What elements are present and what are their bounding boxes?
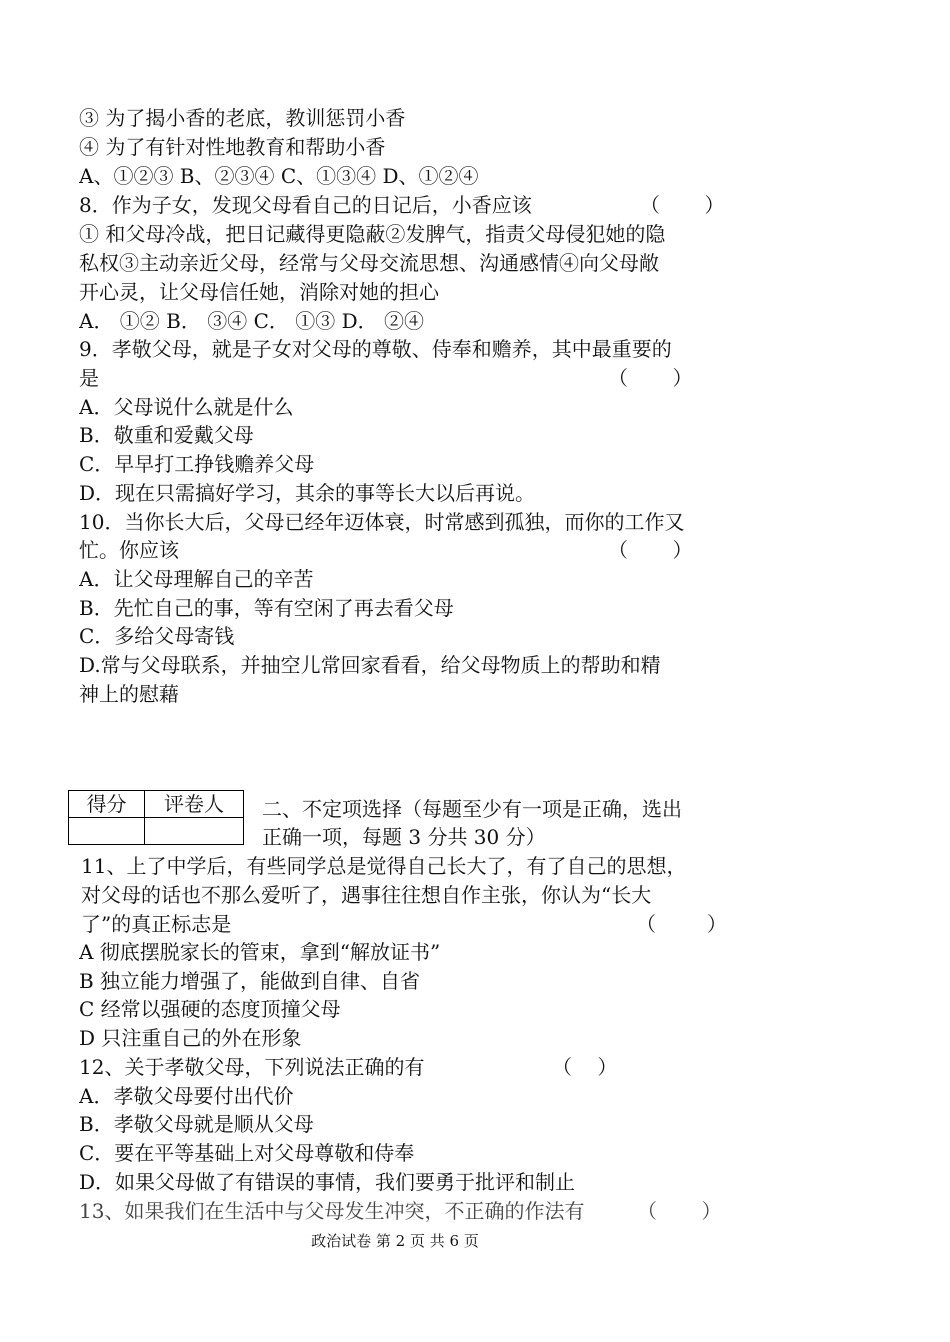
section-2-title: 二、不定项选择（每题至少有一项是正确，选出 <box>262 797 682 821</box>
score-header: 得分 <box>69 791 145 818</box>
question-9-cont: 是 <box>79 366 99 390</box>
question-11-cont: 对父母的话也不那么爱听了，遇事往往想自作主张，你认为“长大 <box>81 883 652 907</box>
question-8: 8．作为子女，发现父母看自己的日记后，小香应该 <box>79 193 532 217</box>
option-line: ③ 为了揭小香的老底，教训惩罚小香 <box>79 106 406 130</box>
question-9: 9．孝敬父母，就是子女对父母的尊敬、侍奉和赡养，其中最重要的 <box>79 337 672 361</box>
option-d: D.常与父母联系，并抽空儿常回家看看，给父母物质上的帮助和精 <box>79 653 661 677</box>
option-d: D 只注重自己的外在形象 <box>79 1026 302 1050</box>
answer-paren-q10: （ ） <box>608 538 693 562</box>
question-10: 10．当你长大后，父母已经年迈体衰，时常感到孤独，而你的工作又 <box>79 510 685 534</box>
page-footer: 政治试卷 第 2 页 共 6 页 <box>311 1232 479 1250</box>
option-d: D．如果父母做了有错误的事情，我们要勇于批评和制止 <box>79 1170 576 1194</box>
option-c: C．多给父母寄钱 <box>79 624 235 648</box>
option-b: B．孝敬父母就是顺从父母 <box>79 1112 314 1136</box>
grader-header: 评卷人 <box>145 791 244 818</box>
score-cell[interactable] <box>69 818 145 845</box>
option-d-cont: 神上的慰藉 <box>79 682 179 706</box>
option-line: 开心灵，让父母信任她，消除对她的担心 <box>79 280 439 304</box>
question-10-cont: 忙。你应该 <box>79 538 179 562</box>
answer-paren-q13: （ ） <box>637 1199 722 1223</box>
choice-line: A、①②③ B、②③④ C、①③④ D、①②④ <box>79 164 479 188</box>
option-c: C．早早打工挣钱赡养父母 <box>79 452 315 476</box>
option-a: A．让父母理解自己的辛苦 <box>79 567 314 591</box>
score-table <box>68 790 244 845</box>
option-d: D．现在只需搞好学习，其余的事等长大以后再说。 <box>79 481 536 505</box>
answer-paren-q9: （ ） <box>608 366 693 390</box>
answer-paren-q11: （ ） <box>636 912 727 936</box>
option-b: B．敬重和爱戴父母 <box>79 423 254 447</box>
option-line: ④ 为了有针对性地教育和帮助小香 <box>79 135 386 159</box>
option-line: ① 和父母冷战，把日记藏得更隐蔽②发脾气，指责父母侵犯她的隐 <box>79 222 666 246</box>
option-c: C．要在平等基础上对父母尊敬和侍奉 <box>79 1141 415 1165</box>
grader-cell[interactable] <box>145 818 244 845</box>
option-a: A．父母说什么就是什么 <box>79 395 294 419</box>
choice-line: A． ①② B． ③④ C． ①③ D． ②④ <box>79 309 424 333</box>
answer-paren-q8: （ ） <box>640 193 725 217</box>
option-c: C 经常以强硬的态度顶撞父母 <box>79 997 341 1021</box>
question-11-cont: 了”的真正标志是 <box>81 912 232 936</box>
option-a: A．孝敬父母要付出代价 <box>79 1084 294 1108</box>
option-line: 私权③主动亲近父母，经常与父母交流思想、沟通感情④向父母敞 <box>79 251 659 275</box>
answer-paren-q12: （ ） <box>552 1055 618 1079</box>
question-11: 11、上了中学后，有些同学总是觉得自己长大了，有了自己的思想， <box>81 854 687 878</box>
question-13: 13、如果我们在生活中与父母发生冲突，不正确的作法有 <box>79 1199 585 1223</box>
option-b: B 独立能力增强了，能做到自律、自省 <box>79 969 421 993</box>
option-b: B．先忙自己的事，等有空闲了再去看父母 <box>79 596 454 620</box>
question-12: 12、关于孝敬父母，下列说法正确的有 <box>79 1055 425 1079</box>
option-a: A 彻底摆脱家长的管束，拿到“解放证书” <box>79 940 441 964</box>
section-2-title-cont: 正确一项，每题 3 分共 30 分） <box>262 825 546 849</box>
